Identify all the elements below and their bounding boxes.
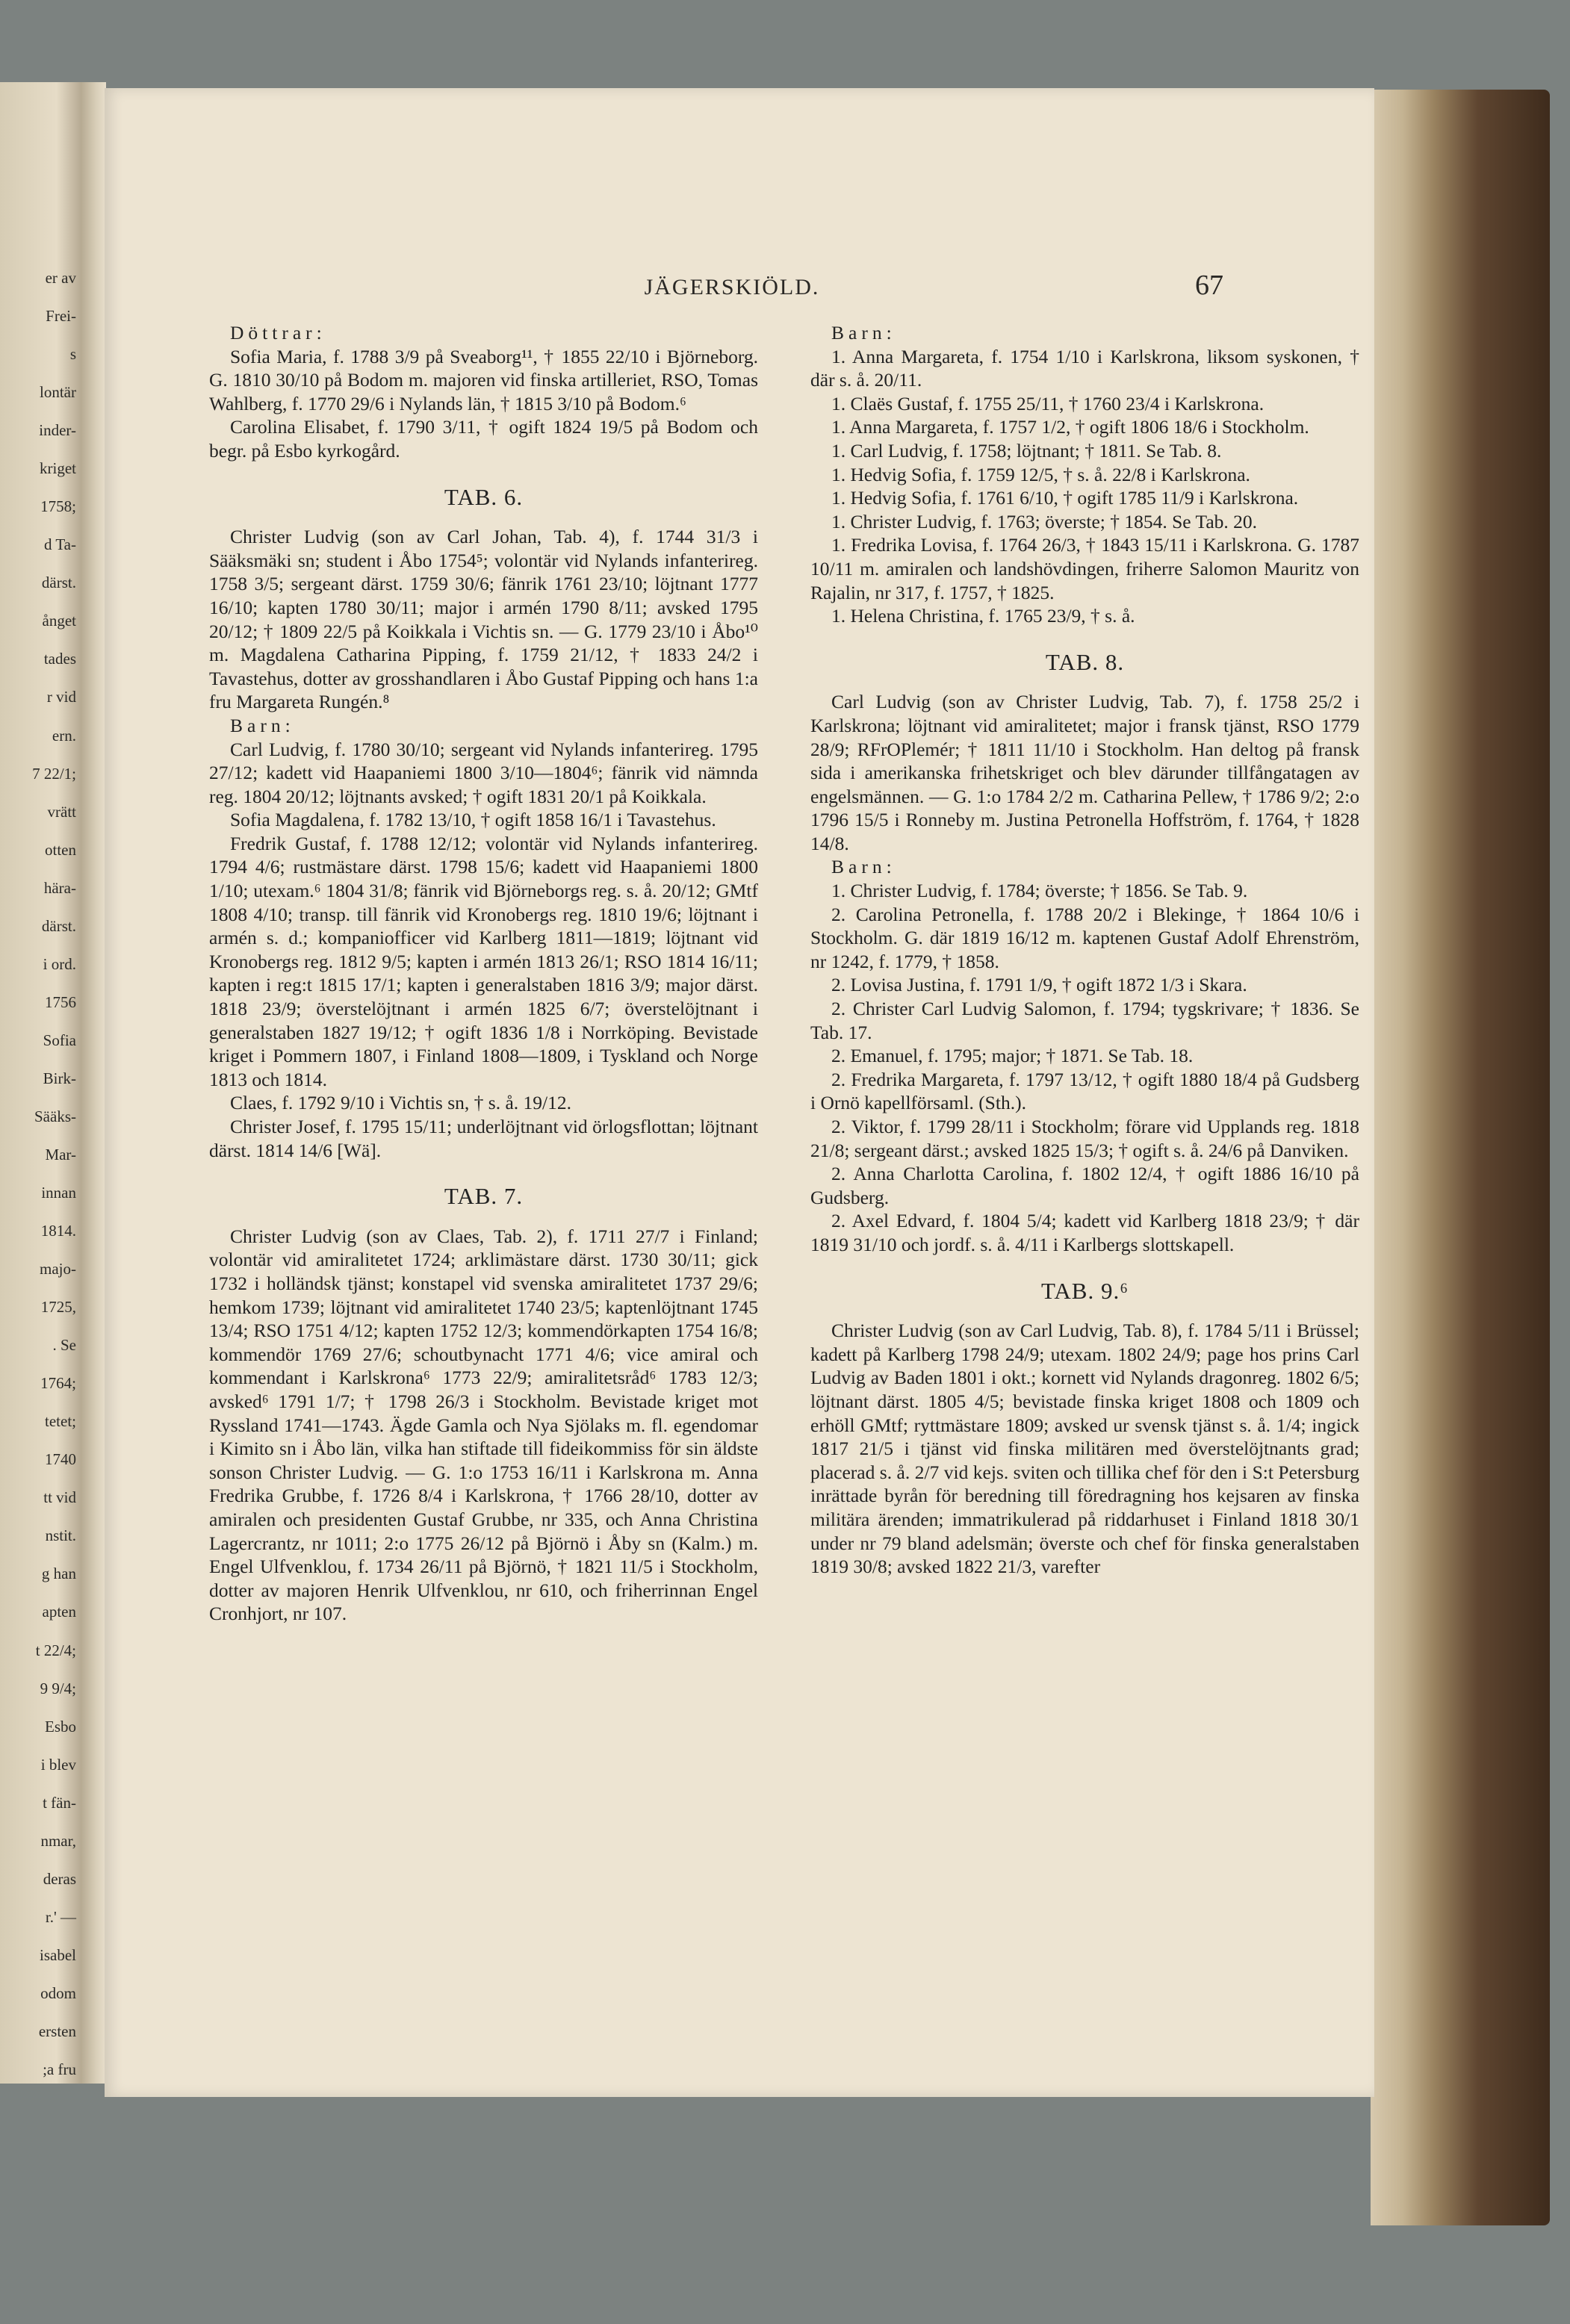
left-page-fragment: 1725, [40,1298,76,1317]
left-page-fragment: deras [43,1869,76,1888]
left-page-fragment: ern. [52,726,76,745]
left-page-fragment: t fän- [43,1793,76,1812]
left-page-fragment: r vid [46,688,76,706]
left-page-fragment: därst. [41,916,76,935]
book-page [105,88,1374,2097]
left-page-fragment: 7 22/1; [32,764,76,783]
left-page-fragment: tt vid [43,1488,76,1507]
entry-paragraph: 1. Carl Ludvig, f. 1758; löjtnant; † 1811. Se Tab. 8. [831,439,1222,462]
entry-paragraph: 1. Christer Ludvig, f. 1784; överste; † 1856. Se Tab. 9. [831,880,1248,902]
right-column [810,321,1359,1579]
left-page-fragment: ;a fru [43,2060,76,2078]
left-page-fragment: ersten [38,2022,76,2040]
entry-paragraph: 1. Christer Ludvig, f. 1763; överste; † 1854. Se Tab. 20. [831,510,1258,532]
left-page-fragment: er av [45,269,76,287]
entry-paragraph: Christer Ludvig (son av Carl Ludvig, Tab. 8), f. 1784 5/11 i Brüssel; kadett på Karlberg 1798 24/9; utexam. 1802 24/9; page hos prins Carl Ludvig av Baden 1801 i okt.; kornett vid Nylands dragonreg. 1802 6/5; löjtnant därst. 1805 4/5; bevistade finska kriget 1808 och 1809 och erhöll GMtf; ryttmästare 1809; avsked ur svensk tjänst s. å. 1/4; ingick 1817 21/5 i tjänst vid finska militären med överstelöjtnants grad; placerad s. å. 2/7 vid kejs. sviten och tillika chef för den i S:t Petersburg inrättade byrån för beredning till föredragning hos kejsaren av finska militära ärenden; immatrikulerad på riddarhuset i Finland 1818 30/1 under nr 79 bland adelsmän; överste och chef för finska generalstaben 1819 30/8; avsked 1822 21/3, varefter [810,1320,1359,1578]
section-heading: Döttrar: [230,322,326,344]
left-page-fragment: isabel [40,1945,76,1964]
left-page-fragment: tades [43,650,76,668]
entry-paragraph: 1. Hedvig Sofia, f. 1759 12/5, † s. å. 22/8 i Karlskrona. [831,463,1250,485]
left-page-fragment: därst. [41,574,76,592]
entry-paragraph: 2. Carolina Petronella, f. 1788 20/2 i Blekinge, † 1864 10/6 i Stockholm. G. där 1819 16/12 m. kaptenen Gustaf Adolf Ehrenström, nr 1242, f. 1779, † 1858. [810,903,1359,972]
left-page-fragment: t 22/4; [35,1641,76,1659]
left-page-fragment: Sääks- [34,1107,76,1125]
entry-paragraph: Sofia Maria, f. 1788 3/9 på Sveaborg¹¹, † 1855 22/10 i Björneborg. G. 1810 30/10 på Bodom m. majoren vid finska artilleriet, RSO, Tomas Wahlberg, f. 1770 29/6 i Nylands län, † 1815 3/10 på Bodom.⁶ [209,345,758,414]
entry-paragraph: Carolina Elisabet, f. 1790 3/11, † ogift 1824 19/5 på Bodom och begr. på Esbo kyrkogård. [209,416,758,462]
section-heading: Barn: [831,322,896,344]
left-page-fragment: 9 9/4; [40,1679,76,1697]
left-page-fragment: nstit. [45,1526,76,1545]
left-page-fragment: otten [45,840,76,859]
left-page-fragment: 1758; [40,497,76,516]
left-page-fragment: innan [41,1184,76,1202]
left-page-fragment: vrätt [47,802,76,821]
entry-paragraph: Carl Ludvig (son av Christer Ludvig, Tab. 7), f. 1758 25/2 i Karlskrona; löjtnant vid amiralitetet; major i fransk tjänst, RSO 1779 28/9; RFrOPlemér; † 1811 11/10 i Stockholm. Han deltog på fransk sida i amerikanska frihetskriget och blev därunder tillfångatagen av engelsmännen. — G. 1:o 1784 2/2 m. Catharina Pellew, † 1786 9/2; 2:o 1796 15/5 i Ronneby m. Justina Petronella Hoffström, f. 1764, † 1828 14/8. [810,691,1359,854]
page-title: JÄGERSKIÖLD. [644,275,820,299]
left-page-fragment: Birk- [43,1069,76,1087]
entry-paragraph: 1. Hedvig Sofia, f. 1761 6/10, † ogift 1785 11/9 i Karlskrona. [831,487,1299,509]
left-page-fragment: g han [41,1565,76,1583]
entry-paragraph: 1. Claës Gustaf, f. 1755 25/11, † 1760 23/4 i Karlskrona. [831,392,1265,414]
left-column [209,321,758,1626]
entry-paragraph: Christer Josef, f. 1795 15/11; underlöjtnant vid örlogsflottan; löjtnant därst. 1814 14/6 [Wä]. [209,1116,758,1161]
left-page-fragment: d Ta- [43,535,76,554]
table-heading: TAB. 7. [444,1183,524,1210]
left-page-fragment: i ord. [43,954,76,973]
page-gutter [81,82,106,2084]
entry-paragraph: Claes, f. 1792 9/10 i Vichtis sn, † s. å. 19/12. [230,1092,571,1114]
left-page-fragment: 1756 [45,992,76,1011]
left-page-fragment: inder- [39,421,76,440]
page-number: 67 [1195,270,1223,301]
entry-paragraph: 2. Viktor, f. 1799 28/11 i Stockholm; förare vid Upplands reg. 1818 21/8; sergeant därst.; avsked 1825 15/3; † ogift s. å. 24/6 på Danviken. [810,1116,1359,1161]
table-heading: TAB. 6. [444,483,524,510]
left-page-fragment: tetet; [45,1412,76,1431]
entry-paragraph: 2. Fredrika Margareta, f. 1797 13/12, † ogift 1880 18/4 på Gudsberg i Ornö kapellförsaml. (Sth.). [810,1068,1359,1114]
entry-paragraph: 2. Emanuel, f. 1795; major; † 1871. Se Tab. 18. [831,1045,1194,1067]
left-page-fragment: kriget [40,459,76,478]
entry-paragraph: 2. Anna Charlotta Carolina, f. 1802 12/4, † ogift 1886 16/10 på Gudsberg. [810,1163,1359,1208]
left-page-fragment: Mar- [45,1145,76,1163]
entry-paragraph: Christer Ludvig (son av Carl Johan, Tab. 4), f. 1744 31/3 i Sääksmäki sn; student i Åbo 1754⁵; volontär vid Nylands infanterireg. 1758 3/5; sergeant därst. 1759 30/6; fänrik 1761 23/10; löjtnant 1777 16/10; kapten 1780 30/11; major i armén 1790 8/11; avsked 1795 20/12; † 1809 22/5 på Koikkala i Vichtis sn. — G. 1779 23/10 i Åbo¹⁰ m. Magdalena Catharina Pipping, f. 1759 21/12, † 1833 24/2 i Tavastehus, dotter av grosshandlaren i Åbo Gustaf Pipping och hans 1:a fru Margareta Rungén.⁸ [209,526,758,713]
section-heading: Barn: [831,856,896,878]
left-page-fragment: . Se [52,1336,76,1355]
entry-paragraph: 2. Axel Edvard, f. 1804 5/4; kadett vid Karlberg 1818 23/9; † där 1819 31/10 och jordf. s. å. 4/11 i Karlbergs slottskapell. [810,1210,1359,1255]
entry-paragraph: 1. Fredrika Lovisa, f. 1764 26/3, † 1843 15/11 i Karlskrona. G. 1787 10/11 m. amiralen och landshövdingen, friherre Salomon Mauritz von Rajalin, nr 317, f. 1757, † 1825. [810,534,1359,603]
left-page-edge [0,82,81,2084]
left-page-fragment: Sofia [43,1031,76,1049]
entry-paragraph: 1. Anna Margareta, f. 1754 1/10 i Karlskrona, liksom syskonen, † där s. å. 20/11. [810,345,1359,391]
entry-paragraph: Fredrik Gustaf, f. 1788 12/12; volontär vid Nylands infanterireg. 1794 4/6; rustmästare därst. 1798 15/6; kadett vid Haapaniemi 1800 1/10; utexam.⁶ 1804 31/8; fänrik vid Björneborgs reg. s. å. 20/12; GMtf 1808 4/10; transp. till fänrik vid Kronobergs reg. 1810 19/6; löjtnant i armén s. d.; kompaniofficer vid Karlberg 1811—1819; löjtnant vid Kronobergs reg. 1812 9/5; kapten i armén 1813 26/1; RSO 1814 16/11; kapten i reg:t 1815 17/1; kapten i generalstaben 1816 3/9; major därst. 1818 23/9; överstelöjtnant i armén 1825 6/7; överstelöjtnant i generalstaben 1827 19/12; † ogift 1836 1/8 i Norrköping. Bevistade kriget i Pommern 1807, i Finland 1808—1809, i Tyskland och Norge 1813 och 1814. [209,832,758,1090]
left-page-fragment: 1814. [40,1222,76,1240]
left-page-fragment: r.' — [45,1907,76,1926]
left-page-fragment: odom [40,1983,76,2002]
entry-paragraph: Christer Ludvig (son av Claes, Tab. 2), f. 1711 27/7 i Finland; volontär vid amiralitetet 1724; arklimästare därst. 1730 30/11; gick 1732 i holländsk tjänst; konstapel vid svenska amiralitetet 1737 29/6; hemkom 1739; löjtnant vid amiralitetet 1740 23/5; kaptenlöjtnant 1745 13/4; RSO 1751 4/12; kapten 1752 12/3; kommendörkapten 1754 16/8; kommendör 1769 27/6; schoutbynacht 1771 4/6; vice amiral och kommendant i Karlskrona⁶ 1773 22/9; amiralitetsråd⁶ 1783 12/3; avsked⁶ 1791 1/7; † 1798 26/3 i Stockholm. Bevistade kriget mot Ryssland 1741—1743. Ägde Gamla och Nya Sjölaks m. fl. egendomar i Kimito sn i Åbo län, vilka han stiftade till fideikommiss för sin äldste sonson Christer Ludvig. — G. 1:o 1753 16/11 i Karlskrona m. Anna Fredrika Grubbe, f. 1726 8/4 i Karlskrona, † 1766 28/10, dotter av amiralen och presidenten Gustaf Grubbe, nr 335, och Anna Christina Lagercrantz, nr 1011; 2:o 1775 26/12 på Björnö i Åby sn (Kalm.) m. Engel Ulfvenklou, f. 1734 26/11 på Björnö, † 1821 11/5 i Stockholm, dotter av majoren Henrik Ulfvenklou, nr 610, och friherrinnan Engel Cronhjort, nr 107. [209,1225,758,1625]
left-page-fragment: hära- [43,878,76,897]
section-heading: Barn: [230,714,295,736]
left-page-fragment: 1764; [40,1374,76,1393]
book-binding [1371,90,1550,2225]
left-page-fragment: Esbo [45,1717,76,1736]
entry-paragraph: 2. Lovisa Justina, f. 1791 1/9, † ogift 1872 1/3 i Skara. [831,974,1247,996]
table-heading: TAB. 8. [1045,648,1125,675]
left-page-fragment: apten [42,1603,76,1621]
entry-paragraph: 1. Helena Christina, f. 1765 23/9, † s. å. [831,605,1135,627]
entry-paragraph: Carl Ludvig, f. 1780 30/10; sergeant vid Nylands infanterireg. 1795 27/12; kadett vid Haapaniemi 1800 3/10—1804⁶; fänrik vid nämnda reg. 1804 20/12; löjtnants avsked; † ogift 1831 20/1 på Koikkala. [209,738,758,807]
left-page-fragment: s [69,345,76,364]
left-page-fragment: majo- [40,1260,76,1278]
left-page-fragment: i blev [40,1755,76,1774]
running-header [105,270,1374,305]
entry-paragraph: Sofia Magdalena, f. 1782 13/10, † ogift 1858 16/1 i Tavastehus. [230,809,716,831]
table-heading: TAB. 9.⁶ [1040,1277,1129,1304]
entry-paragraph: 1. Anna Margareta, f. 1757 1/2, † ogift 1806 18/6 i Stockholm. [831,416,1309,438]
left-page-fragment: Frei- [46,307,76,326]
left-page-fragment: ånget [42,612,76,630]
entry-paragraph: 2. Christer Carl Ludvig Salomon, f. 1794; tygskrivare; † 1836. Se Tab. 17. [810,998,1359,1043]
left-page-fragment: nmar, [40,1831,76,1850]
left-page-fragment: lontär [40,383,76,402]
left-page-fragment: 1740 [45,1450,76,1469]
